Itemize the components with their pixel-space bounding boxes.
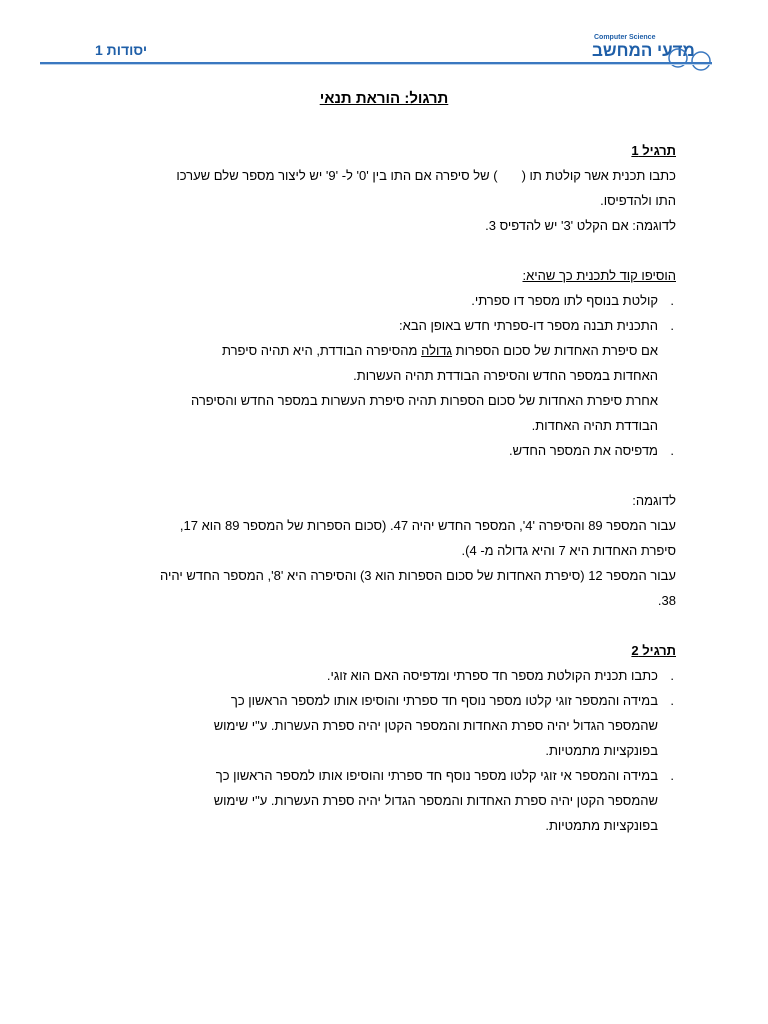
header-divider-light xyxy=(40,64,712,65)
ex1-rule-underlined-word: גדולה xyxy=(421,343,453,358)
logo-english-text: Computer Science xyxy=(594,34,656,41)
header-title: יסודות 1 xyxy=(95,42,148,58)
logo-hebrew-text: מדעי המחשב xyxy=(592,41,695,60)
ex2-bullet-3-line-3: בפונקציות מתמטיות. xyxy=(545,818,658,833)
exercise-2-heading: תרגיל 2 xyxy=(631,643,676,658)
ex1-bullet-1: . קולטת בנוסף לתו מספר דו ספרתי. xyxy=(92,288,676,313)
ex1-rule-line-2: האחדות במספר החדש והסיפרה הבודדת תהיה העשרות. xyxy=(353,368,658,383)
exercise-1-heading: תרגיל 1 xyxy=(631,143,676,158)
example-line-2: סיפרת האחדות היא 7 והיא גדולה מ- 4). xyxy=(461,543,676,558)
ex2-bullet-2-line-3: בפונקציות מתמטיות. xyxy=(545,743,658,758)
example-line-3: עבור המספר 12 (סיפרת האחדות של סכום הספרות הוא 3) והסיפרה היא '8', המספר החדש יהיה xyxy=(160,568,676,583)
ex1-line1-part-b: ) של סיפרה אם התו בין '0' ל- '9' יש ליצור מספר שלם שערכו xyxy=(176,168,498,183)
ex2-bullet-2-line-2: שהמספר הגדול יהיה ספרת האחדות והמספר הקטן יהיה ספרת העשרות. ע"י שימוש xyxy=(213,718,658,733)
logo-circles-icon xyxy=(592,34,716,74)
ex1-line1-part-a: כתבו תכנית אשר קולטת תו ( xyxy=(521,168,676,183)
ex2-bullet-1: . כתבו תכנית הקולטת מספר חד ספרתי ומדפיסה האם הוא זוגי. xyxy=(92,663,676,688)
ex1-rule-line-3: אחרת סיפרת האחדות של סכום הספרות תהיה סיפרת העשרות במספר החדש והסיפרה xyxy=(190,393,658,408)
ex2-bullet-3-line-2: שהמספר הקטן יהיה ספרת האחדות והמספר הגדול יהיה ספרת העשרות. ע"י שימוש xyxy=(213,793,658,808)
ex1-rule-part-b: מהסיפרה הבודדת, היא תהיה סיפרת xyxy=(222,343,422,358)
page-header xyxy=(0,0,768,80)
ex2-bullet-2: . במידה והמספר זוגי קלטו מספר נוסף חד ספרתי והוסיפו אותו למספר הראשון כך xyxy=(92,688,676,713)
example-line-1: עבור המספר 89 והסיפרה '4', המספר החדש יהיה 47. (סכום הספרות של המספר 89 הוא 17, xyxy=(179,518,676,533)
ex1-rule-line-1 xyxy=(92,338,676,363)
document-body xyxy=(92,80,676,838)
example-line-4: 38. xyxy=(657,593,676,608)
ex2-bullet-3: . במידה והמספר אי זוגי קלטו מספר נוסף חד ספרתי והוסיפו אותו למספר הראשון כך xyxy=(92,763,676,788)
exercise-1-line-2: התו ולהדפיסו. xyxy=(600,193,676,208)
exercise-1-example-line: לדוגמה: אם הקלט '3' יש להדפיס 3. xyxy=(485,218,676,233)
page-title: תרגול: הוראת תנאי xyxy=(319,90,449,107)
ex1-rule-part-a: אם סיפרת האחדות של סכום הספרות xyxy=(452,343,658,358)
ex1-bullet-3: . מדפיסה את המספר החדש. xyxy=(92,438,676,463)
exercise-1-line-1 xyxy=(92,163,676,188)
ex1-rule-line-4: הבודדת תהיה האחדות. xyxy=(531,418,658,433)
ex1-bullet-2: . התכנית תבנה מספר דו-ספרתי חדש באופן הבא: xyxy=(92,313,676,338)
cs-logo xyxy=(592,34,716,74)
example-label: לדוגמה: xyxy=(632,493,676,508)
add-code-heading: הוסיפו קוד לתכנית כך שהיא: xyxy=(522,268,676,283)
